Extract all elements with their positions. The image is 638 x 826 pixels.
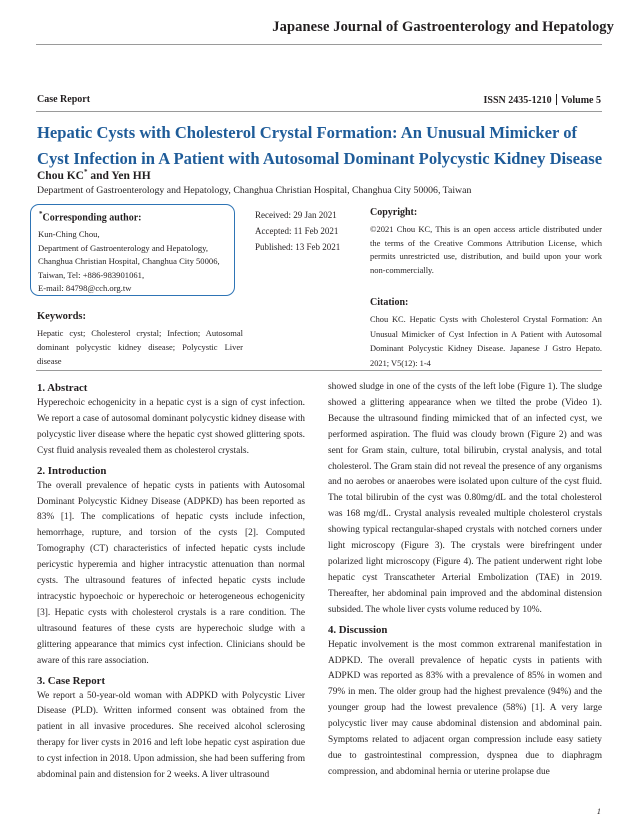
header-rule	[36, 44, 602, 45]
issn: ISSN 2435-1210	[483, 95, 552, 106]
article-dates	[255, 207, 340, 255]
issn-separator	[556, 94, 558, 105]
published-date: Published: 13 Feb 2021	[255, 242, 341, 252]
keywords-heading: Keywords:	[37, 311, 86, 322]
citation-heading: Citation:	[370, 297, 409, 308]
body-left-column	[37, 380, 305, 787]
corr-department: Department of Gastroenterology and Hepatology,	[38, 242, 209, 253]
citation-text: Chou KC. Hepatic Cysts with Cholesterol Crystal Formation: An Unusual Mimicker of Cyst Infection in A Patient with Autosomal Dominant Polycystic Kidney Disease. Japanese J Gstro Hepato. 2021; V5(12): 1-4	[370, 315, 602, 368]
abstract-text: Hyperechoic echogenicity in a hepatic cyst is a sign of cyst infection. We report a case of autosomal dominant polycystic kidney disease with polycystic liver disease where the hepatic cyst showed glittering spots. Cyst fluid analysis revealed them as cholesterol crystals.	[37, 398, 305, 456]
body-rule	[36, 370, 602, 371]
accepted-date: Accepted: 11 Feb 2021	[255, 226, 339, 236]
corr-email[interactable]: E-mail: 84798@cch.org.tw	[38, 283, 132, 293]
corr-phone: Taiwan, Tel: +886-983901061,	[38, 269, 145, 280]
page-number: 1	[596, 806, 601, 816]
case-report-heading: 3. Case Report	[37, 674, 106, 687]
discussion-text: Hepatic involvement is the most common extrarenal manifestation in ADPKD. The overall prevalence of hepatic cysts in patients with ADPKD was reported as 83% with a prevalence of 85% in women and 79% in men. The older group had the highest prevalence (94%) and the younger group had the lowest prevalence (58%) [1]. A very large polycystic liver may cause abdominal distension and abdominal pain. Symptoms related to adjacent organ compression include easy satiety due to gastrointestinal compression, dyspnea due to diaphragm compression, and abdominal hernia or uterine prolapse due	[328, 639, 602, 777]
body-right-column	[328, 380, 602, 784]
case-report-continued: showed sludge in one of the cysts of the left lobe (Figure 1). The sludge showed a glittering appearance when we tilted the probe (Video 1). Because the ultrasound finding mimicked that of an infected cyst, we performed aspiration. The fluid was cloudy brown (Figure 2) and was sent for Gram stain, culture, total bilirubin, crystal analysis, and total cholesterol. The Gram stain did not reveal the presence of any organisms and no aerobes or anaerobes were isolated upon culture of the cyst fluid. The total bilirubin of the cyst was 0.80mg/dL and the total cholesterol was 168 mg/dL. Crystal analysis revealed multiple cholesterol crystals showing typical rectangular-shaped crystals with notched corners under light microscopy (Figure 3). The crystals were birefringent under polarized light microscopy (Figure 4). The patient underwent right lobe hepatic cyst Transcatheter Arterial Embolization (TAE) in 2019. Thereafter, her abdominal pain improved and the abdominal distension subsided. The whole liver cysts volume reduced by 10%.	[328, 382, 602, 615]
introduction-heading: 2. Introduction	[37, 464, 107, 477]
corr-hospital: Changhua Christian Hospital, Changhua City 50006,	[38, 256, 220, 266]
volume: Volume 5	[561, 95, 601, 106]
introduction-text: The overall prevalence of hepatic cysts in patients with Autosomal Dominant Polycystic Kidney Disease (ADPKD) has been reported as 83% [1]. The complications of hepatic cysts include infection, hemorrhage, rupture, and torsion of the cysts [2]. Computed Tomography (CT) characteristics of infected hepatic cysts include pericystic hyperemia and higher intracystic attenuation than normal cysts. The ultrasound features of infected hepatic cysts include intracystic hypoechoic or hyperechoic or heterogeneous echogenicity [3]. Hepatic cysts with cholesterol crystals is a rare condition. The ultrasound features of these cysts are hyperechoic sludge with a glittering appearance that mimics cyst infection. Clinicians should be aware of this rare association.	[37, 480, 305, 666]
article-title: Hepatic Cysts with Cholesterol Crystal Formation: An Unusual Mimicker of Cyst Infection in A Patient with Autosomal Dominant Polycystic Kidney Disease	[37, 123, 603, 168]
received-date: Received: 29 Jan 2021	[255, 210, 337, 220]
corresponding-mark: *	[83, 168, 88, 176]
copyright-text: ©2021 Chou KC, This is an open access article distributed under the terms of the Creative Commons Attribution License, which permits unrestricted use, distribution, and build upon your work non-commercially.	[370, 224, 602, 275]
case-report-text: We report a 50-year-old woman with ADPKD with Polycystic Liver Disease (PLD). Written informed consent was obtained from the patient in all invasive procedures. She received alcohol sclerosing therapy for liver cysts in 2016 and left lobe hepatic cyst aspiration due to cyst infection in 2018. Upon admission, she had been suffering from abdominal pain and distension for 2 weeks. A liver ultrasound	[37, 690, 305, 781]
abstract-heading: 1. Abstract	[37, 382, 88, 394]
title-rule	[36, 111, 602, 112]
author-2: and Yen HH	[87, 169, 151, 182]
affiliation: Department of Gastroenterology and Hepatology, Changhua Christian Hospital, Changhua City 50006, Taiwan	[37, 185, 472, 196]
issn-volume	[484, 94, 602, 106]
journal-title: Japanese Journal of Gastroenterology and Hepatology	[272, 19, 614, 35]
copyright-heading: Copyright:	[370, 207, 418, 218]
corresponding-mark: *	[39, 210, 43, 218]
author-list	[37, 168, 151, 182]
keywords-text: Hepatic cyst; Cholesterol crystal; Infection; Autosomal dominant polycystic kidney disease; Polycystic Liver disease	[37, 328, 243, 366]
corresponding-author-details	[38, 228, 234, 296]
article-type-label: Case Report	[37, 94, 91, 105]
corr-name: Kun-Ching Chou,	[38, 229, 100, 239]
discussion-heading: 4. Discussion	[328, 623, 388, 636]
author-1: Chou KC	[37, 169, 84, 182]
corresponding-author-heading: *Corresponding author:	[39, 210, 142, 224]
